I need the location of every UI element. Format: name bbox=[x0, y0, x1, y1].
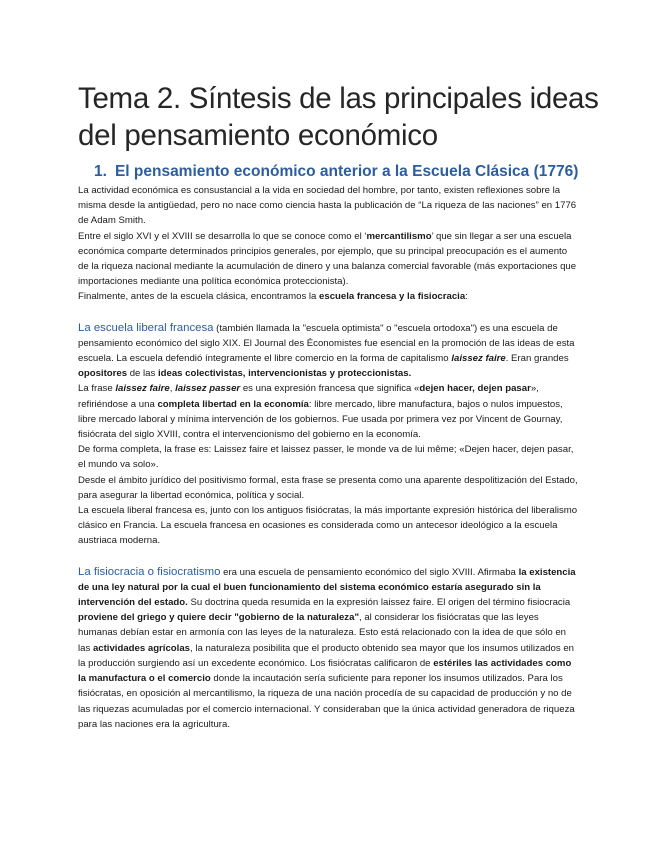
liberal-paragraph-3: De forma completa, la frase es: Laissez faire et laissez passer, le monde va de lui même; «Dejen hacer, dejen pasar, el mundo va solo». bbox=[78, 444, 574, 471]
intro-paragraph-2: Entre el siglo XVI y el XVIII se desarrolla lo que se conoce como el ‘mercantilismo’ que sin llegar a ser una escuela económica comparte determinados principios generales, por ejemplo, que su principal preocupación es el aumento de la riqueza nacional mediante la acumulación de dinero y una balanza comercial favorable (más exportaciones que importaciones mediante una política económica proteccionista). bbox=[78, 230, 577, 288]
fisiocracia-heading: La fisiocracia o fisiocratismo bbox=[78, 565, 221, 578]
section-heading bbox=[94, 162, 614, 182]
intro-paragraph-1: La actividad económica es consustancial a la vida en sociedad del hombre, por tanto, existen reflexiones sobre la misma desde la antigüedad, pero no nace como ciencia hasta la publicación de “La riqueza de las naciones” en 1776 de Adam Smith. bbox=[78, 185, 577, 227]
liberal-paragraph-5: La escuela liberal francesa es, junto con los antiguos fisiócratas, la más importante expresión histórica del liberalismo clásico en Francia. La escuela francesa en ocasiones es considerada como un antecesor ideológico a la escuela austriaca moderna. bbox=[78, 505, 578, 547]
liberal-paragraph-4: Desde el ámbito jurídico del positivismo formal, esta frase se presenta como una aparente despolitización del Estado, para asegurar la libertad económica, política y social. bbox=[78, 474, 578, 501]
document-title: Tema 2. Síntesis de las principales ideas del pensamiento económico bbox=[78, 82, 599, 152]
section-heading-text: El pensamiento económico anterior a la Escuela Clásica (1776) bbox=[114, 163, 579, 180]
liberal-paragraph-2: La frase laissez faire, laissez passer es una expresión francesa que significa «dejen hacer, dejen pasar», refiriéndose a una completa libertad en la economía: libre mercado, libre manufactura, bajos o nulos impuestos, libre mercado laboral y mínima intervención de los gobiernos. Fue usada por primera vez por Vincent de Gournay, fisiócrata del siglo XVIII, contra el intervencionismo del gobierno en la economía. bbox=[78, 383, 563, 441]
liberal-paragraph-1: La escuela liberal francesa (también llamada la "escuela optimista" o "escuela ortodoxa") es una escuela de pensamiento económico del siglo XIX. El Journal des Économistes fue esencial en la promoción de las ideas de esta escuela. La escuela defendió íntegramente el libre comercio en la forma de capitalismo laissez faire. Eran grandes opositores de las ideas colectivistas, intervencionistas y proteccionistas. bbox=[78, 321, 575, 380]
fisiocracia-paragraph: La fisiocracia o fisiocratismo era una escuela de pensamiento económico del siglo XVIII. Afirmaba la existencia de una ley natural por la cual el buen funcionamiento del sistema económico estaría asegurado sin la intervención del estado. Su doctrina queda resumida en la expresión laissez faire. El origen del término fisiocracia proviene del griego y quiere decir "gobierno de la naturaleza", al considerar los fisiócratas que las leyes humanas debían estar en armonía con las leyes de la naturaleza. Esto está relacionado con la idea de que sólo en las actividades agrícolas, la naturaleza posibilita que el producto obtenido sea mayor que los insumos utilizados en la producción surgiendo así un excedente económico. Los fisiócratas calificaron de estériles las actividades como la manufactura o el comercio donde la incautación sería suficiente para reponer los insumos utilizados. Para los fisiócratas, en oposición al mercantilismo, la riqueza de una nación procedía de su capacidad de producción y no de las riquezas acumuladas por el comercio internacional. Y consideraban que la única actividad generadora de riqueza para las naciones era la agricultura. bbox=[78, 565, 576, 730]
intro-paragraph-3: Finalmente, antes de la escuela clásica, encontramos la escuela francesa y la fisiocracia: bbox=[78, 291, 468, 303]
section-number: 1. bbox=[94, 163, 107, 180]
document-body bbox=[78, 183, 578, 732]
liberal-heading: La escuela liberal francesa bbox=[78, 321, 214, 334]
